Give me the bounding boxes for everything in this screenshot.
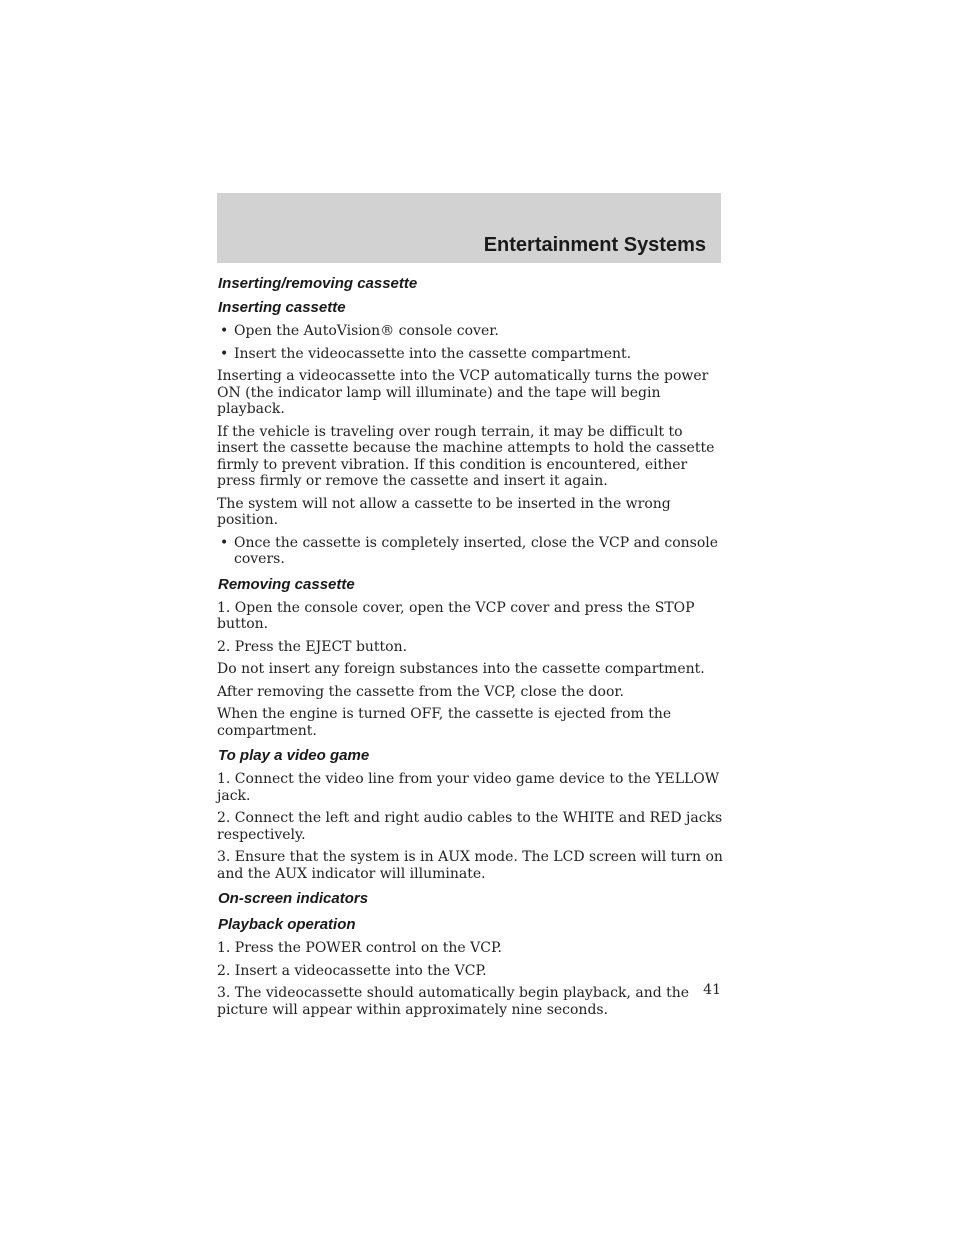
page-number: 41	[703, 982, 721, 998]
list-item	[217, 323, 723, 340]
page-content	[217, 275, 723, 1024]
step: 2. Connect the left and right audio cables to the WHITE and RED jacks respectively.	[217, 810, 723, 843]
list-item-text: Open the AutoVision® console cover.	[234, 323, 499, 339]
step: 3. The videocassette should automatically begin playback, and the picture will appear within approximately nine seconds.	[217, 985, 690, 1018]
step: 1. Connect the video line from your video game device to the YELLOW jack.	[217, 771, 720, 804]
heading-inserting-removing: Inserting/removing cassette	[218, 275, 418, 292]
heading-video-game: To play a video game	[218, 747, 370, 764]
paragraph: When the engine is turned OFF, the cassette is ejected from the compartment.	[217, 706, 672, 739]
step: 3. Ensure that the system is in AUX mode. The LCD screen will turn on and the AUX indicator will illuminate.	[217, 849, 723, 882]
list-item-text: Insert the videocassette into the cassette compartment.	[234, 345, 632, 362]
step: 1. Open the console cover, open the VCP cover and press the STOP button.	[217, 599, 695, 632]
bullet-glyph: •	[220, 323, 229, 339]
list-item-text: Once the cassette is completely inserted, close the VCP and console covers.	[234, 534, 719, 567]
step: 2. Press the EJECT button.	[217, 638, 408, 655]
list-item	[217, 535, 723, 568]
heading-inserting-cassette: Inserting cassette	[218, 299, 346, 316]
heading-removing-cassette: Removing cassette	[218, 575, 355, 593]
paragraph: After removing the cassette from the VCP, close the door.	[217, 683, 624, 700]
heading-on-screen-indicators: On-screen indicators	[218, 890, 369, 907]
list-item	[217, 346, 723, 363]
step: 2. Insert a videocassette into the VCP.	[217, 962, 487, 979]
step: 1. Press the POWER control on the VCP.	[217, 940, 502, 956]
paragraph: The system will not allow a cassette to be inserted in the wrong position.	[217, 495, 671, 528]
heading-playback-operation: Playback operation	[218, 916, 356, 933]
bullet-glyph: •	[220, 345, 229, 362]
section-title: Entertainment Systems	[483, 234, 706, 256]
paragraph: If the vehicle is traveling over rough terrain, it may be difficult to insert the cassette because the machine attempts to hold the cassette firmly to prevent vibration. If this condition is encountered, either press firmly or remove the cassette and insert it again.	[217, 423, 715, 489]
section-header-band	[217, 193, 721, 263]
paragraph: Do not insert any foreign substances into the cassette compartment.	[217, 661, 705, 677]
paragraph: Inserting a videocassette into the VCP automatically turns the power ON (the indicator lamp will illuminate) and the tape will begin playback.	[217, 368, 709, 417]
bullet-glyph: •	[220, 534, 229, 551]
